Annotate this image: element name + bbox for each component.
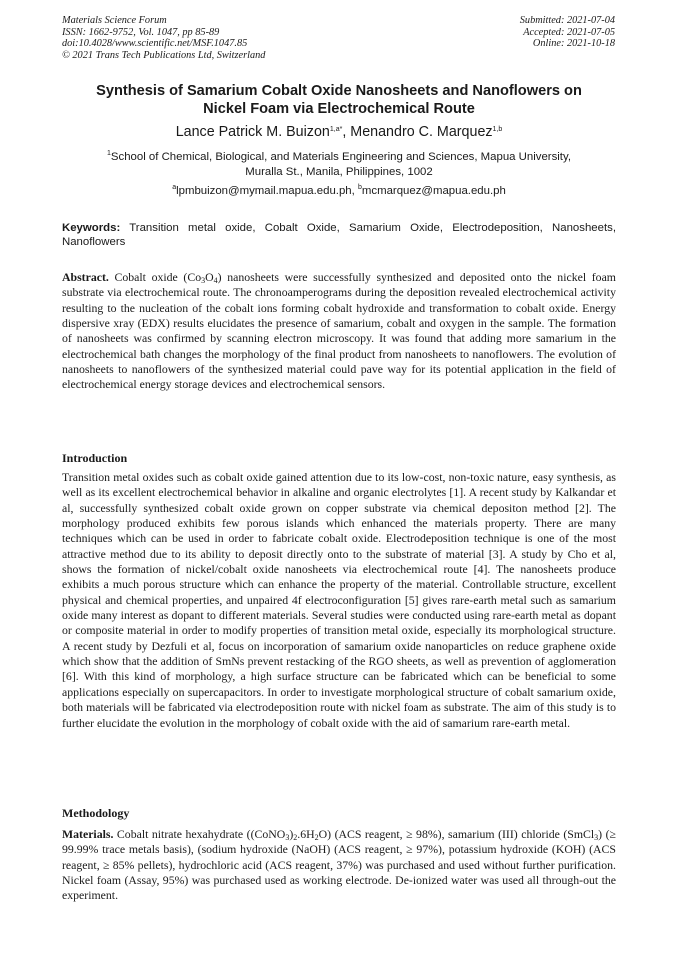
- materials-text-2: ): [289, 827, 294, 841]
- materials-label: Materials.: [62, 827, 114, 841]
- copyright-line: © 2021 Trans Tech Publications Ltd, Switzerland: [62, 49, 266, 61]
- author-2: Menandro C. Marquez: [350, 124, 493, 140]
- affiliation-mark: 1: [107, 150, 111, 157]
- materials-text-4: O) (ACS reagent, ≥ 98%), samarium (III) chloride (SmCl: [318, 827, 595, 841]
- online-date: Online: 2021-10-18: [532, 38, 615, 50]
- email-b-mark: b: [358, 184, 362, 191]
- abstract-text-1: Cobalt oxide (Co: [108, 270, 202, 284]
- keywords-label: Keywords:: [62, 222, 121, 234]
- author-emails: [62, 184, 616, 199]
- methodology-heading: Methodology: [62, 806, 130, 820]
- keywords-text: Transition metal oxide, Cobalt Oxide, Samarium Oxide, Electrodeposition, Nanosheets, Nanoflowers: [62, 222, 616, 248]
- abstract-sub-1: 3: [201, 276, 206, 285]
- email-a: lpmbuizon@mymail.mapua.edu.ph: [176, 185, 352, 197]
- affiliation-line-1: School of Chemical, Biological, and Materials Engineering and Sciences, Mapua University,: [110, 151, 571, 163]
- affiliation: [62, 150, 616, 180]
- email-a-mark: a: [172, 184, 177, 191]
- title-line-2: Nickel Foam via Electrochemical Route: [203, 101, 475, 117]
- materials-paragraph: [62, 827, 616, 904]
- abstract-text-2: O: [205, 270, 214, 284]
- affiliation-line-2: Muralla St., Manila, Philippines, 1002: [245, 166, 433, 178]
- journal-header-left: [62, 15, 265, 61]
- title-line-1: Synthesis of Samarium Cobalt Oxide Nanosheets and Nanoflowers on: [96, 83, 582, 99]
- materials-sub-1: 3: [285, 833, 290, 842]
- submitted-date: Submitted: 2021-07-04: [519, 15, 615, 26]
- abstract: [62, 270, 616, 393]
- materials-text-5: ) (≥ 99.99% trace metals basis), (sodium hydroxide (NaOH) (ACS reagent, ≥ 97%), potassium hydroxide (KOH) (ACS reagent, ≥ 85% pellets), hydrochloric acid (ACS reagent, 37%) was purchased and used without further purification. Nickel foam (Assay, 95%) was purchased used as working electrode. De-ionized water was used all through-out the experiment.: [62, 827, 616, 903]
- author-separator: ,: [342, 124, 351, 140]
- abstract-label: Abstract.: [62, 270, 109, 284]
- materials-text-1: Cobalt nitrate hexahydrate ((CoNO: [113, 827, 286, 841]
- doi-line: doi:10.4028/www.scientific.net/MSF.1047.85: [62, 38, 248, 50]
- paper-title: [62, 82, 616, 118]
- abstract-sub-2: 4: [213, 276, 218, 285]
- email-b: mcmarquez@mapua.edu.ph: [361, 185, 506, 197]
- author-1: Lance Patrick M. Buizon: [175, 124, 330, 140]
- journal-name: Materials Science Forum: [62, 15, 167, 26]
- accepted-date: Accepted: 2021-07-05: [523, 26, 615, 38]
- author-list: [62, 123, 616, 141]
- materials-sub-2: 2: [293, 833, 298, 842]
- introduction-body: Transition metal oxides such as cobalt oxide gained attention due to its low-cost, non-toxic nature, easy synthesis, as well as its excellent electrochemical behavior in alkaline and organic electrolytes [1]. A recent study by Kalkandar et al, successfully synthesized cobalt oxide grown on copper substrate via chemical depositon method [2]. The morphology produced exhibits few porous islands which enhanced the materials property. There are many techniques which can be used in order to fabricate cobalt oxide. Electrodeposition technique is one of the most attractive method due to its ability to deposit directly onto to the substrate of material [3]. A study by Cho et al, shows the formation of nickel/cobalt oxide nanosheets via electrochemical route [4]. The nanosheets produce exhibits a much porous structure which can enhance the property of the material. Controllable structure, excellent physical and chemical properties, and unpaired 4f electroconfiguration [5] gives rare-earth metal such as samarium oxide many interest as dopant to different materials. Several studies were conducted using rare-earth metal as dopant or composite material in order to modify properties of transition metal oxide, especially its morphological structure. A recent study by Dezfuli et al, focus on incorporation of samarium oxide nanoparticles on reduce graphene oxide which show that the addition of SmNs prevent restacking of the RGO sheets, as well as prevention of agglomeration [6]. With this kind of morphology, a high surface structure can be fabricated which can be beneficial to some applications especially on supercapacitors. In order to investigate morphological structure of cobalt samarium oxide, both materials will be fabricated via electrodeposition route with nickel foam as substrate. The aim of this study is to further elucidate the evolution in the morphology of cobalt oxide with the aid of samarium rare-earth metal.: [62, 470, 616, 730]
- materials-text-3: .6H: [297, 827, 315, 841]
- abstract-text-3: ) nanosheets were successfully synthesized and deposited onto the nickel foam substrate via electrochemical route. The chronoamperograms during the deposition revealed electrochemical activity resulting to the nucleation of the cobalt ions forming cobalt hydroxide and transformation to cobalt oxide. Energy dispersive xray (EDX) results elucidates the presence of samarium, cobalt and oxygen in the sample. The formation of nanosheets was confirmed by scanning electron microscopy. It was found that adding more samarium in the electrochemical bath changes the morphology of the final product from nanosheets to nanoflowers. The evolution of nanosheets to nanoflowers of the synthesized material could pave way for its potential application in the field of electrochemical energy storage devices and electrochemical sensors.: [62, 270, 616, 392]
- journal-header-right: [520, 15, 615, 50]
- author-2-affil-mark: 1,b: [492, 126, 503, 133]
- author-1-affil-mark: 1,a*: [329, 126, 343, 133]
- introduction-heading: Introduction: [62, 451, 128, 465]
- keywords: [62, 221, 616, 249]
- materials-sub-4: 3: [594, 833, 599, 842]
- issn-line: ISSN: 1662-9752, Vol. 1047, pp 85-89: [62, 26, 220, 38]
- materials-sub-3: 2: [314, 833, 319, 842]
- email-separator: ,: [351, 185, 358, 197]
